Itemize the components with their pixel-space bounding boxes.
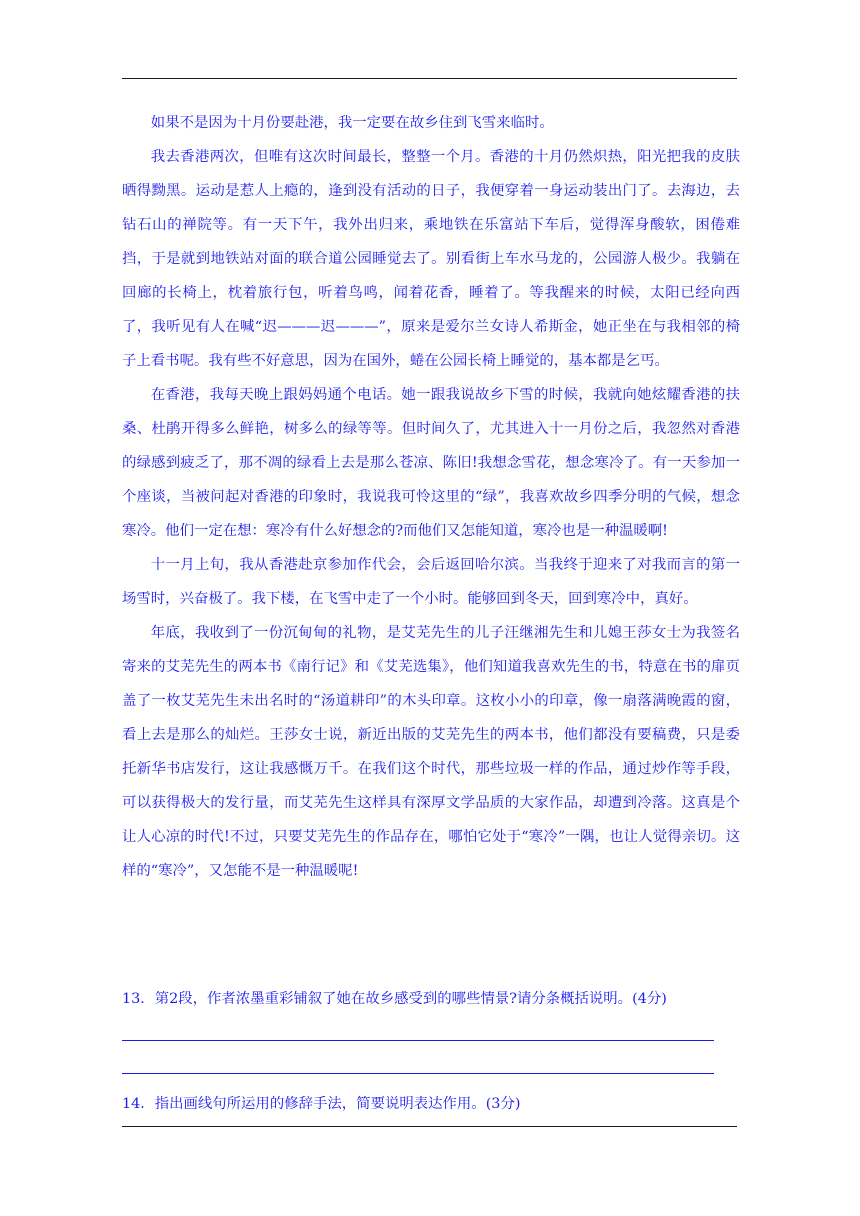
question-14: 14．指出画线句所运用的修辞手法，简要说明表达作用。(3分)	[122, 1096, 521, 1112]
header-rule	[122, 78, 737, 79]
paragraph-4: 十一月上旬，我从香港赴京参加作代会，会后返回哈尔滨。当我终于迎来了对我而言的第一场雪时，兴奋极了。我下楼，在飞雪中走了一个小时。能够回到冬天，回到寒冷中，真好。	[122, 557, 740, 607]
passage-body	[122, 106, 740, 888]
answer-line-q14[interactable]	[122, 1126, 737, 1127]
question-13: 13．第2段，作者浓墨重彩铺叙了她在故乡感受到的哪些情景?请分条概括说明。(4分)	[122, 991, 667, 1007]
paragraph-5: 年底，我收到了一份沉甸甸的礼物，是艾芜先生的儿子汪继湘先生和儿媳王莎女士为我签名寄来的艾芜先生的两本书《南行记》和《艾芜选集》，他们知道我喜欢先生的书，特意在书的扉页盖了一枚艾芜先生未出名时的“汤道耕印”的木头印章。这枚小小的印章，像一扇落满晚霞的窗，看上去是那么的灿烂。王莎女士说，新近出版的艾芜先生的两本书，他们都没有要稿费，只是委托新华书店发行，这让我感慨万千。在我们这个时代，那些垃圾一样的作品，通过炒作等手段，可以获得极大的发行量，而艾芜先生这样具有深厚文学品质的大家作品，却遭到冷落。这真是个让人心凉的时代!不过，只要艾芜先生的作品存在，哪怕它处于“寒冷”一隅，也让人觉得亲切。这样的“寒冷”，又怎能不是一种温暖呢!	[122, 625, 740, 879]
paragraph-2: 我去香港两次，但唯有这次时间最长，整整一个月。香港的十月仍然炽热，阳光把我的皮肤晒得黝黑。运动是惹人上瘾的，逢到没有活动的日子，我便穿着一身运动装出门了。去海边，去钻石山的禅院等。有一天下午，我外出归来，乘地铁在乐富站下车后，觉得浑身酸软，困倦难挡，于是就到地铁站对面的联合道公园睡觉去了。别看街上车水马龙的，公园游人极少。我躺在回廊的长椅上，枕着旅行包，听着鸟鸣，闻着花香，睡着了。等我醒来的时候，太阳已经向西了，我听见有人在喊“迟———迟———”，原来是爱尔兰女诗人希斯金，她正坐在与我相邻的椅子上看书呢。我有些不好意思，因为在国外，蜷在公园长椅上睡觉的，基本都是乞丐。	[122, 149, 740, 369]
paragraph-1: 如果不是因为十月份要赴港，我一定要在故乡住到飞雪来临时。	[150, 115, 554, 131]
paragraph-3: 在香港，我每天晚上跟妈妈通个电话。她一跟我说故乡下雪的时候，我就向她炫耀香港的扶桑、杜鹃开得多么鲜艳，树多么的绿等等。但时间久了，尤其进入十一月份之后，我忽然对香港的绿感到疲乏了，那不凋的绿看上去是那么苍凉、陈旧!我想念雪花，想念寒冷了。有一天参加一个座谈，当被问起对香港的印象时，我说我可怜这里的“绿”，我喜欢故乡四季分明的气候，想念寒冷。他们一定在想：寒冷有什么好想念的?而他们又怎能知道，寒冷也是一种温暖啊!	[122, 387, 740, 539]
answer-line-q13-1[interactable]	[122, 1040, 714, 1041]
answer-line-q13-2[interactable]	[122, 1073, 714, 1074]
